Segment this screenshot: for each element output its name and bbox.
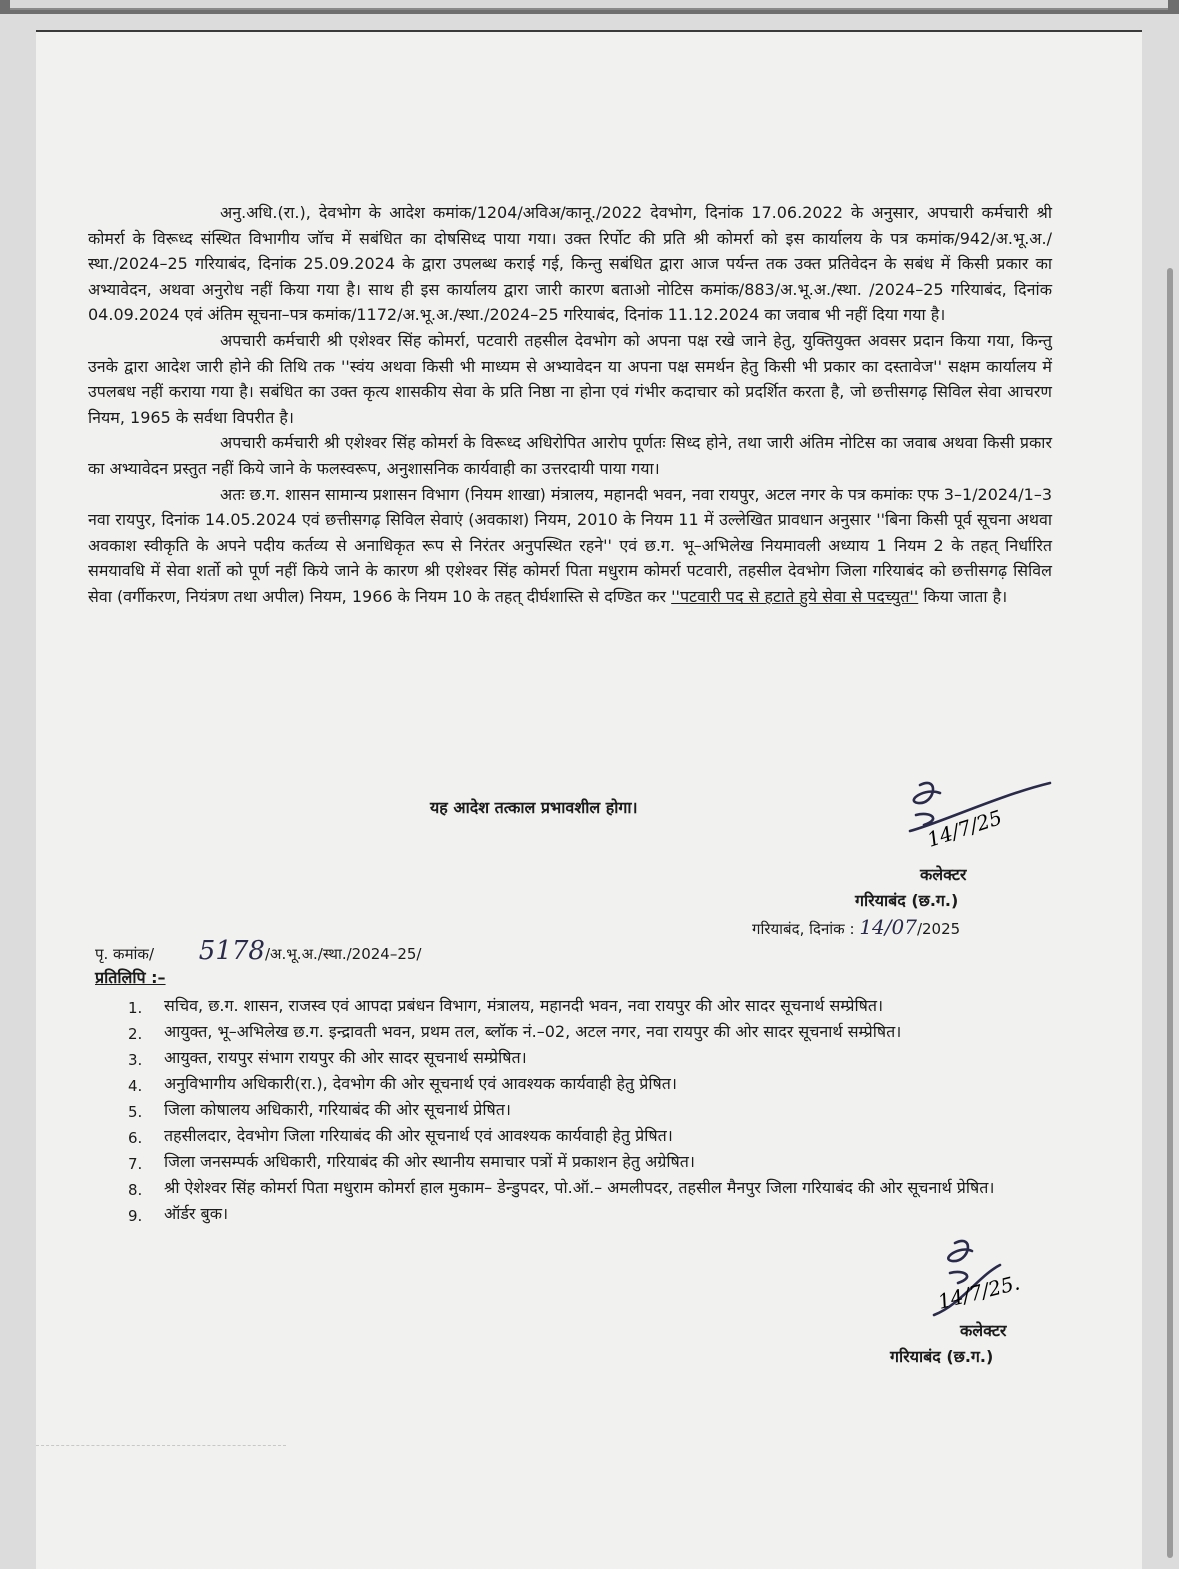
paragraph-4-text: अतः छ.ग. शासन सामान्य प्रशासन विभाग (नियम शाखा) मंत्रालय, महानदी भवन, नवा रायपुर, अटल नगर के पत्र कमांकः एफ 3–1/2024/1–3 नवा रायपुर, दिनांक 14.05.2024 एवं छत्तीसगढ़ सिविल सेवाएं (अवकाश) नियम, 2010 के नियम 11 में उल्लेखित प्रावधान अनुसार ''बिना किसी पूर्व सूचना अथवा अवकाश स्वीकृति के अपने पदीय कर्तव्य से अनाधिकृत रूप से निरंतर अनुपस्थित रहने'' एवं छ.ग. भू–अभिलेख नियमावली अध्याय 1 नियम 2 के तहत् निर्धारित समयावधि में सेवा शर्तो को पूर्ण नहीं किये जाने के कारण श्री एशेश्वर सिंह कोमर्रा पिता मधुराम कोमर्रा पटवारी, तहसील देवभोग जिला गरियाबंद को छत्तीसगढ़ सिविल सेवा (वर्गीकरण, नियंत्रण तथा अपील) नियम, 1966 के नियम 10 के तहत् दीर्घशास्ति से दण्डित कर <box>88 484 1052 606</box>
copy-heading: प्रतिलिपि :– <box>95 968 166 987</box>
top-strip <box>0 0 1179 14</box>
reference-handwritten-number: 5178 <box>198 936 265 966</box>
list-item <box>128 1046 1078 1070</box>
scrollbar[interactable] <box>1167 268 1173 1558</box>
list-item-number: 7. <box>128 1155 143 1173</box>
list-item-text: जिला जनसम्पर्क अधिकारी, गरियाबंद की ओर स्थानीय समाचार पत्रों में प्रकाशन हेतु अग्रेषित। <box>164 1152 695 1171</box>
list-item-text: ऑर्डर बुक। <box>164 1204 229 1223</box>
signature-2-date: 14/7/25. <box>935 1270 1023 1314</box>
divider-line <box>36 1445 286 1446</box>
list-item-number: 1. <box>128 999 143 1017</box>
paragraph-1: अनु.अधि.(रा.), देवभोग के आदेश कमांक/1204/अविअ/कानू./2022 देवभोग, दिनांक 17.06.2022 के अनुसार, अपचारी कर्मचारी श्री कोमर्रा के विरूध्द संस्थित विभागीय जॉच में सबंधित का दोषसिध्द पाया गया। उक्त रिर्पोट की प्रति श्री कोमर्रा को इस कार्यालय के पत्र कमांक/942/अ.भू.अ./स्था./2024–25 गरियाबंद, दिनांक 25.09.2024 के द्वारा उपलब्ध कराई गई, किन्तु सबंधित द्वारा आज पर्यन्त तक उक्त प्रतिवेदन के सबंध में किसी प्रकार का अभ्यावेदन, अथवा अनुरोध नहीं किया गया है। साथ ही इस कार्यालय द्वारा जारी कारण बताओ नोटिस कमांक/883/अ.भू.अ./स्था. /2024–25 गरियाबंद, दिनांक 04.09.2024 एवं अंतिम सूचना–पत्र कमांक/1172/अ.भू.अ./स्था./2024–25 गरियाबंद, दिनांक 11.12.2024 का जवाब भी नहीं दिया गया है। <box>88 203 1052 325</box>
copy-list <box>128 994 1078 1228</box>
date-line <box>752 915 960 939</box>
list-item-text: आयुक्त, भू–अभिलेख छ.ग. इन्द्रावती भवन, प्रथम तल, ब्लॉक नं.–02, अटल नगर, नवा रायपुर की ओर सादर सूचनार्थ सम्प्रेषित। <box>164 1022 902 1041</box>
date-prefix: गरियाबंद, दिनांक : <box>752 920 855 938</box>
list-item-text: तहसीलदार, देवभोग जिला गरियाबंद की ओर सूचनार्थ एवं आवश्यक कार्यवाही हेतु प्रेषित। <box>164 1126 673 1145</box>
list-item-number: 3. <box>128 1051 143 1069</box>
paragraph-3: अपचारी कर्मचारी श्री एशेश्वर सिंह कोमर्रा के विरूध्द अधिरोपित आरोप पूर्णतः सिध्द होने, तथा जारी अंतिम नोटिस का जवाब अथवा किसी प्रकार का अभ्यावेदन प्रस्तुत नहीं किये जाने के फलस्वरूप, अनुशासनिक कार्यवाही का उत्तरदायी पाया गया। <box>88 433 1052 478</box>
reference-line <box>95 936 422 966</box>
order-body <box>88 200 1052 610</box>
list-item <box>128 1020 1078 1044</box>
list-item <box>128 1202 1078 1226</box>
list-item-text: श्री ऐशेश्वर सिंह कोमर्रा पिता मधुराम कोमर्रा हाल मुकाम– डेन्डुपदर, पो.ऑ.– अमलीपदर, तहसील मैनपुर जिला गरियाबंद की ओर सूचनार्थ प्रेषित। <box>164 1178 995 1197</box>
list-item-text: आयुक्त, रायपुर संभाग रायपुर की ओर सादर सूचनार्थ सम्प्रेषित। <box>164 1048 527 1067</box>
list-item-number: 5. <box>128 1103 143 1121</box>
list-item-text: अनुविभागीय अधिकारी(रा.), देवभोग की ओर सूचनार्थ एवं आवश्यक कार्यवाही हेतु प्रेषित। <box>164 1074 677 1093</box>
penalty-suffix: किया जाता है। <box>918 586 1008 606</box>
reference-prefix: पृ. कमांक/ <box>95 945 155 963</box>
penalty-phrase: ''पटवारी पद से हटाते हुये सेवा से पदच्युत'' <box>671 586 919 606</box>
list-item-number: 2. <box>128 1025 143 1043</box>
list-item-number: 6. <box>128 1129 143 1147</box>
list-item <box>128 1124 1078 1148</box>
signature-2-district: गरियाबंद (छ.ग.) <box>890 1347 994 1366</box>
signature-1-district: गरियाबंद (छ.ग.) <box>855 891 959 910</box>
reference-suffix: /अ.भू.अ./स्था./2024–25/ <box>264 945 422 963</box>
list-item <box>128 1150 1078 1174</box>
list-item <box>128 994 1078 1018</box>
list-item <box>128 1176 1078 1200</box>
signature-2-title: कलेक्टर <box>960 1321 1007 1340</box>
signature-1-date: 14/7/25 <box>924 805 1005 852</box>
list-item-number: 8. <box>128 1181 143 1199</box>
list-item <box>128 1098 1078 1122</box>
signature-image-2 <box>900 1235 1100 1319</box>
previous-page-edge <box>10 0 1168 10</box>
paragraph-2: अपचारी कर्मचारी श्री एशेश्वर सिंह कोमर्रा, पटवारी तहसील देवभोग को अपना पक्ष रखे जाने हेतु, युक्तियुक्त अवसर प्रदान किया गया, किन्तु उनके द्वारा आदेश जारी होने की तिथि तक ''स्वंय अथवा किसी भी माध्यम से अभ्यावेदन या अपना पक्ष समर्थन हेतु किसी भी प्रकार का दस्तावेज'' सक्षम कार्यालय में उपलबध नहीं कराया गया है। सबंधित का उक्त कृत्य शासकीय सेवा के प्रति निष्ठा ना होना एवं गंभीर कदाचार को प्रदर्शित करता है, जो छत्तीसगढ़ सिविल सेवा आचरण नियम, 1965 के सर्वथा विपरीत है। <box>88 330 1052 427</box>
signature-1-title: कलेक्टर <box>920 865 967 884</box>
signature-block-2 <box>890 1235 1100 1367</box>
paragraph-4 <box>88 482 1052 610</box>
list-item-number: 9. <box>128 1207 143 1225</box>
list-item-number: 4. <box>128 1077 143 1095</box>
date-suffix: /2025 <box>916 920 961 938</box>
effective-line: यह आदेश तत्काल प्रभावशील होगा। <box>430 798 638 817</box>
signature-image-1 <box>880 775 1080 863</box>
signature-block-1 <box>855 775 1080 911</box>
list-item <box>128 1072 1078 1096</box>
list-item-text: जिला कोषालय अधिकारी, गरियाबंद की ओर सूचनार्थ प्रेषित। <box>164 1100 511 1119</box>
list-item-text: सचिव, छ.ग. शासन, राजस्व एवं आपदा प्रबंधन विभाग, मंत्रालय, महानदी भवन, नवा रायपुर की ओर सादर सूचनार्थ सम्प्रेषित। <box>164 996 884 1015</box>
date-handwritten: 14/07 <box>859 915 917 939</box>
